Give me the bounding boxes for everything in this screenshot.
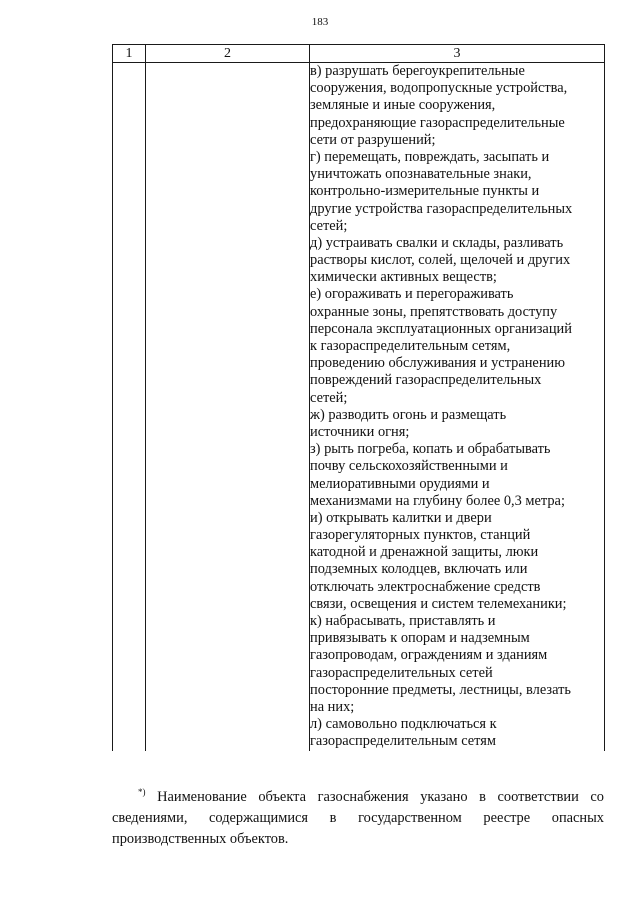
text-line: е) огораживать и перегораживать xyxy=(310,286,514,303)
text-line: другие устройства газораспределительных xyxy=(310,200,573,217)
column-header-3: 3 xyxy=(310,45,605,63)
text-line: к газораспределительным сетям, xyxy=(310,338,511,354)
text-line: отключать электроснабжение средств xyxy=(310,578,541,595)
text-line: г) перемещать, повреждать, засыпать и xyxy=(310,148,550,165)
text-line: механизмами на глубину более 0,3 метра; xyxy=(310,492,565,509)
text-line: персонала эксплуатационных организаций xyxy=(310,320,572,337)
document-table xyxy=(112,44,605,751)
text-line: сооружения, водопропускные устройства, xyxy=(310,80,568,97)
text-line: ж) разводить огонь и размещать xyxy=(310,406,507,423)
footnote xyxy=(112,787,604,850)
footnote-line xyxy=(112,787,604,808)
column-header-2: 2 xyxy=(146,45,310,63)
text-line: уничтожать опознавательные знаки, xyxy=(310,166,532,183)
footnote-text: Наименование объекта газоснабжения указано в соответствии со xyxy=(157,789,604,805)
text-line: л) самовольно подключаться к xyxy=(310,716,497,733)
table-row xyxy=(113,63,605,751)
text-line: растворы кислот, солей, щелочей и других xyxy=(310,252,571,269)
footnote-line: сведениями, содержащимися в государственном реестре опасных xyxy=(112,810,604,826)
cell-column-1 xyxy=(113,63,146,751)
text-line: сети от разрушений; xyxy=(310,131,436,148)
text-line: з) рыть погреба, копать и обрабатывать xyxy=(310,441,551,458)
text-line: газораспределительным сетям xyxy=(310,733,497,750)
page-number: 183 xyxy=(311,16,329,28)
text-line: связи, освещения и систем телемеханики; xyxy=(310,595,567,612)
footnote-marker: *) xyxy=(138,787,146,798)
text-line: земляные и иные сооружения, xyxy=(310,97,496,114)
text-line: мелиоративными орудиями и xyxy=(310,475,490,492)
text-line: к) набрасывать, приставлять и xyxy=(310,613,496,629)
text-line: и) открывать калитки и двери xyxy=(310,509,492,526)
text-line: в) разрушать берегоукрепительные xyxy=(310,63,525,79)
cell-column-3 xyxy=(310,63,605,751)
text-line: проведению обслуживания и устранению xyxy=(310,355,565,372)
text-line: источники огня; xyxy=(310,423,410,440)
text-line: химически активных веществ; xyxy=(310,269,497,286)
cell-column-2 xyxy=(146,63,310,751)
text-line: подземных колодцев, включать или xyxy=(310,561,528,578)
text-line: газораспределительных сетей xyxy=(310,664,493,681)
text-line: почву сельскохозяйственными и xyxy=(310,458,508,475)
text-line: д) устраивать свалки и склады, разливать xyxy=(310,234,564,251)
footnote-line: производственных объектов. xyxy=(112,831,289,847)
text-line: контрольно-измерительные пункты и xyxy=(310,183,540,200)
text-line: сетей; xyxy=(310,217,348,234)
text-line: газорегуляторных пунктов, станций xyxy=(310,527,531,544)
text-line: катодной и дренажной защиты, люки xyxy=(310,544,539,561)
text-line: посторонние предметы, лестницы, влезать xyxy=(310,681,571,698)
text-line: привязывать к опорам и надземным xyxy=(310,630,530,647)
table-header-row xyxy=(113,45,605,63)
text-line: повреждений газораспределительных xyxy=(310,372,542,389)
text-line: охранные зоны, препятствовать доступу xyxy=(310,303,558,320)
text-line: газопроводам, ограждениям и зданиям xyxy=(310,647,548,664)
text-line: сетей; xyxy=(310,389,348,406)
text-line: на них; xyxy=(310,698,355,715)
text-line: предохраняющие газораспределительные xyxy=(310,114,565,131)
column-header-1: 1 xyxy=(113,45,146,63)
